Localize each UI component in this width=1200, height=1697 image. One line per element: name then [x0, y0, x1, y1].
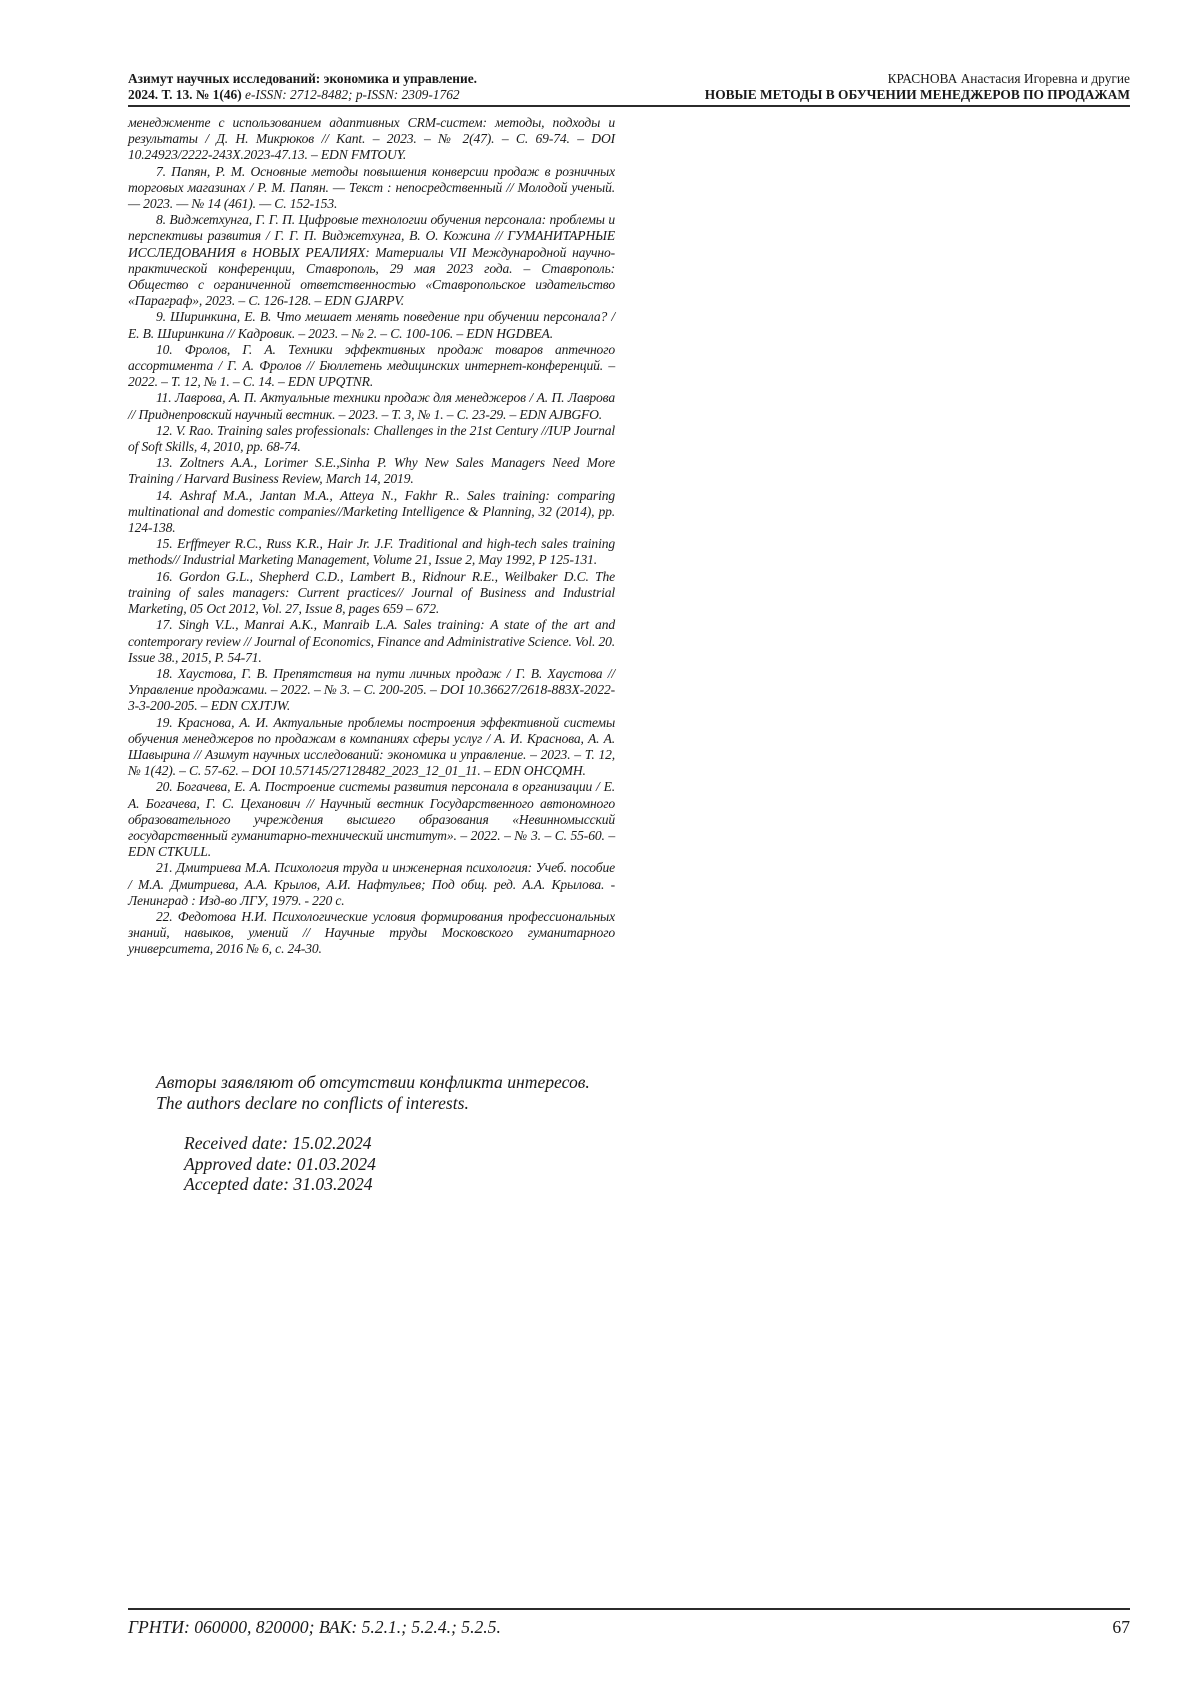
- reference-item: 8. Виджетхунга, Г. Г. П. Цифровые технологии обучения персонала: проблемы и перспективы развития / Г. Г. П. Виджетхунга, В. О. Кожина // ГУМАНИТАРНЫЕ ИССЛЕДОВАНИЯ в НОВЫХ РЕАЛИЯХ: Материалы VII Международной научно-практической конференции, Ставрополь, 29 мая 2023 года. – Ставрополь: Общество с ограниченной ответственностью «Ставропольское издательство «Параграф», 2023. – С. 126-128. – EDN GJARPV.: [128, 212, 615, 309]
- journal-title: Азимут научных исследований: экономика и управление.: [128, 71, 478, 86]
- classification-codes: ГРНТИ: 060000, 820000; ВАК: 5.2.1.; 5.2.4.; 5.2.5.: [128, 1617, 501, 1637]
- conflict-statement-en: The authors declare no conflicts of interests.: [156, 1092, 469, 1113]
- reference-item: 19. Краснова, А. И. Актуальные проблемы построения эффективной системы обучения менеджеров по продажам в компаниях сферы услуг / А. И. Краснова, А. А. Шавырина // Азимут научных исследований: экономика и управление. – 2023. – Т. 12, № 1(42). – С. 57-62. – DOI 10.57145/27128482_2023_12_01_11. – EDN OHCQMH.: [128, 714, 615, 779]
- accepted-date: Accepted date: 31.03.2024: [184, 1174, 373, 1194]
- reference-item: 13. Zoltners A.A., Lorimer S.E.,Sinha P. Why New Sales Managers Need More Training / Harvard Business Review, March 14, 2019.: [128, 455, 615, 487]
- reference-item: 16. Gordon G.L., Shepherd C.D., Lambert B., Ridnour R.E., Weilbaker D.C. The training of sales managers: Current practices// Journal of Business and Industrial Marketing, 05 Oct 2012, Vol. 27, Issue 8, pages 659 – 672.: [128, 568, 615, 617]
- reference-item: 14. Ashraf M.A., Jantan M.A., Atteya N., Fakhr R.. Sales training: comparing multinational and domestic companies//Marketing Intelligence & Planning, 32 (2014), pp. 124-138.: [128, 487, 615, 536]
- issue-number: 2024. Т. 13. № 1(46): [128, 87, 242, 102]
- reference-item: менеджменте с использованием адаптивных CRM-систем: методы, подходы и результаты / Д. Н. Микрюков // Kant. – 2023. – № 2(47). – С. 69-74. – DOI 10.24923/2222-243X.2023-47.13. – EDN FMTOUY.: [128, 115, 615, 163]
- approved-date: Approved date: 01.03.2024: [184, 1153, 376, 1174]
- reference-item: 22. Федотова Н.И. Психологические условия формирования профессиональных знаний, навыков, умений // Научные труды Московского гуманитарного университета, 2016 № 6, с. 24-30.: [128, 908, 615, 957]
- reference-item: 7. Папян, Р. М. Основные методы повышения конверсии продаж в розничных торговых магазинах / Р. М. Папян. — Текст : непосредственный // Молодой ученый. — 2023. — № 14 (461). — С. 152-153.: [128, 163, 615, 212]
- article-info: [705, 71, 1130, 103]
- page-number: 67: [1112, 1617, 1130, 1637]
- author-line: КРАСНОВА Анастасия Игоревна и другие: [887, 71, 1130, 86]
- reference-item: 21. Дмитриева М.А. Психология труда и инженерная психология: Учеб. пособие / М.А. Дмитриева, А.А. Крылов, А.И. Нафтульев; Под общ. ред. А.А. Крылова. - Ленинград : Изд-во ЛГУ, 1979. - 220 с.: [128, 860, 615, 908]
- received-date: Received date: 15.02.2024: [184, 1133, 372, 1153]
- issn: e-ISSN: 2712-8482; p-ISSN: 2309-1762: [241, 87, 460, 102]
- reference-item: 9. Ширинкина, Е. В. Что мешает менять поведение при обучении персонала? / Е. В. Ширинкина // Кадровик. – 2023. – № 2. – С. 100-106. – EDN HGDBEA.: [128, 309, 615, 341]
- page-footer: [128, 1608, 1130, 1640]
- conflict-statement-ru: Авторы заявляют об отсутствии конфликта интересов.: [156, 1072, 590, 1092]
- reference-item: 18. Хаустова, Г. В. Препятствия на пути личных продаж / Г. В. Хаустова // Управление продажами. – 2022. – № 3. – С. 200-205. – DOI 10.36627/2618-883X-2022-3-3-200-205. – EDN CXJTJW.: [128, 665, 615, 714]
- page-header: [128, 71, 1130, 107]
- reference-item: 20. Богачева, Е. А. Построение системы развития персонала в организации / Е. А. Богачева, Г. С. Цеханович // Научный вестник Государственного автономного образовательного учреждения высшего образования «Невинномысский государственный гуманитарно-технический институт». – 2022. – № 3. – С. 55-60. – EDN CTKULL.: [128, 779, 615, 860]
- journal-info: [128, 71, 477, 103]
- reference-item: 17. Singh V.L., Manrai A.K., Manraib L.A. Sales training: A state of the art and contemporary review // Journal of Economics, Finance and Administrative Science. Vol. 20. Issue 38., 2015, P. 54-71.: [128, 617, 615, 665]
- reference-item: 11. Лаврова, А. П. Актуальные техники продаж для менеджеров / А. П. Лаврова // Приднепровский научный вестник. – 2023. – Т. 3, № 1. – С. 23-29. – EDN AJBGFO.: [128, 390, 615, 422]
- reference-item: 10. Фролов, Г. А. Техники эффективных продаж товаров аптечного ассортимента / Г. А. Фролов // Бюллетень медицинских интернет-конференций. – 2022. – Т. 12, № 1. – С. 14. – EDN UPQTNR.: [128, 341, 615, 390]
- reference-item: 12. V. Rao. Training sales professionals: Challenges in the 21st Century //IUP Journal of Soft Skills, 4, 2010, pp. 68-74.: [128, 422, 615, 455]
- closing-section: [128, 1072, 615, 1195]
- reference-list: [128, 115, 615, 958]
- reference-item: 15. Erffmeyer R.C., Russ K.R., Hair Jr. J.F. Traditional and high-tech sales training methods// Industrial Marketing Management, Volume 21, Issue 2, May 1992, P 125-131.: [128, 536, 615, 568]
- article-title: НОВЫЕ МЕТОДЫ В ОБУЧЕНИИ МЕНЕДЖЕРОВ ПО ПРОДАЖАМ: [704, 87, 1130, 102]
- article-dates: [128, 1133, 615, 1195]
